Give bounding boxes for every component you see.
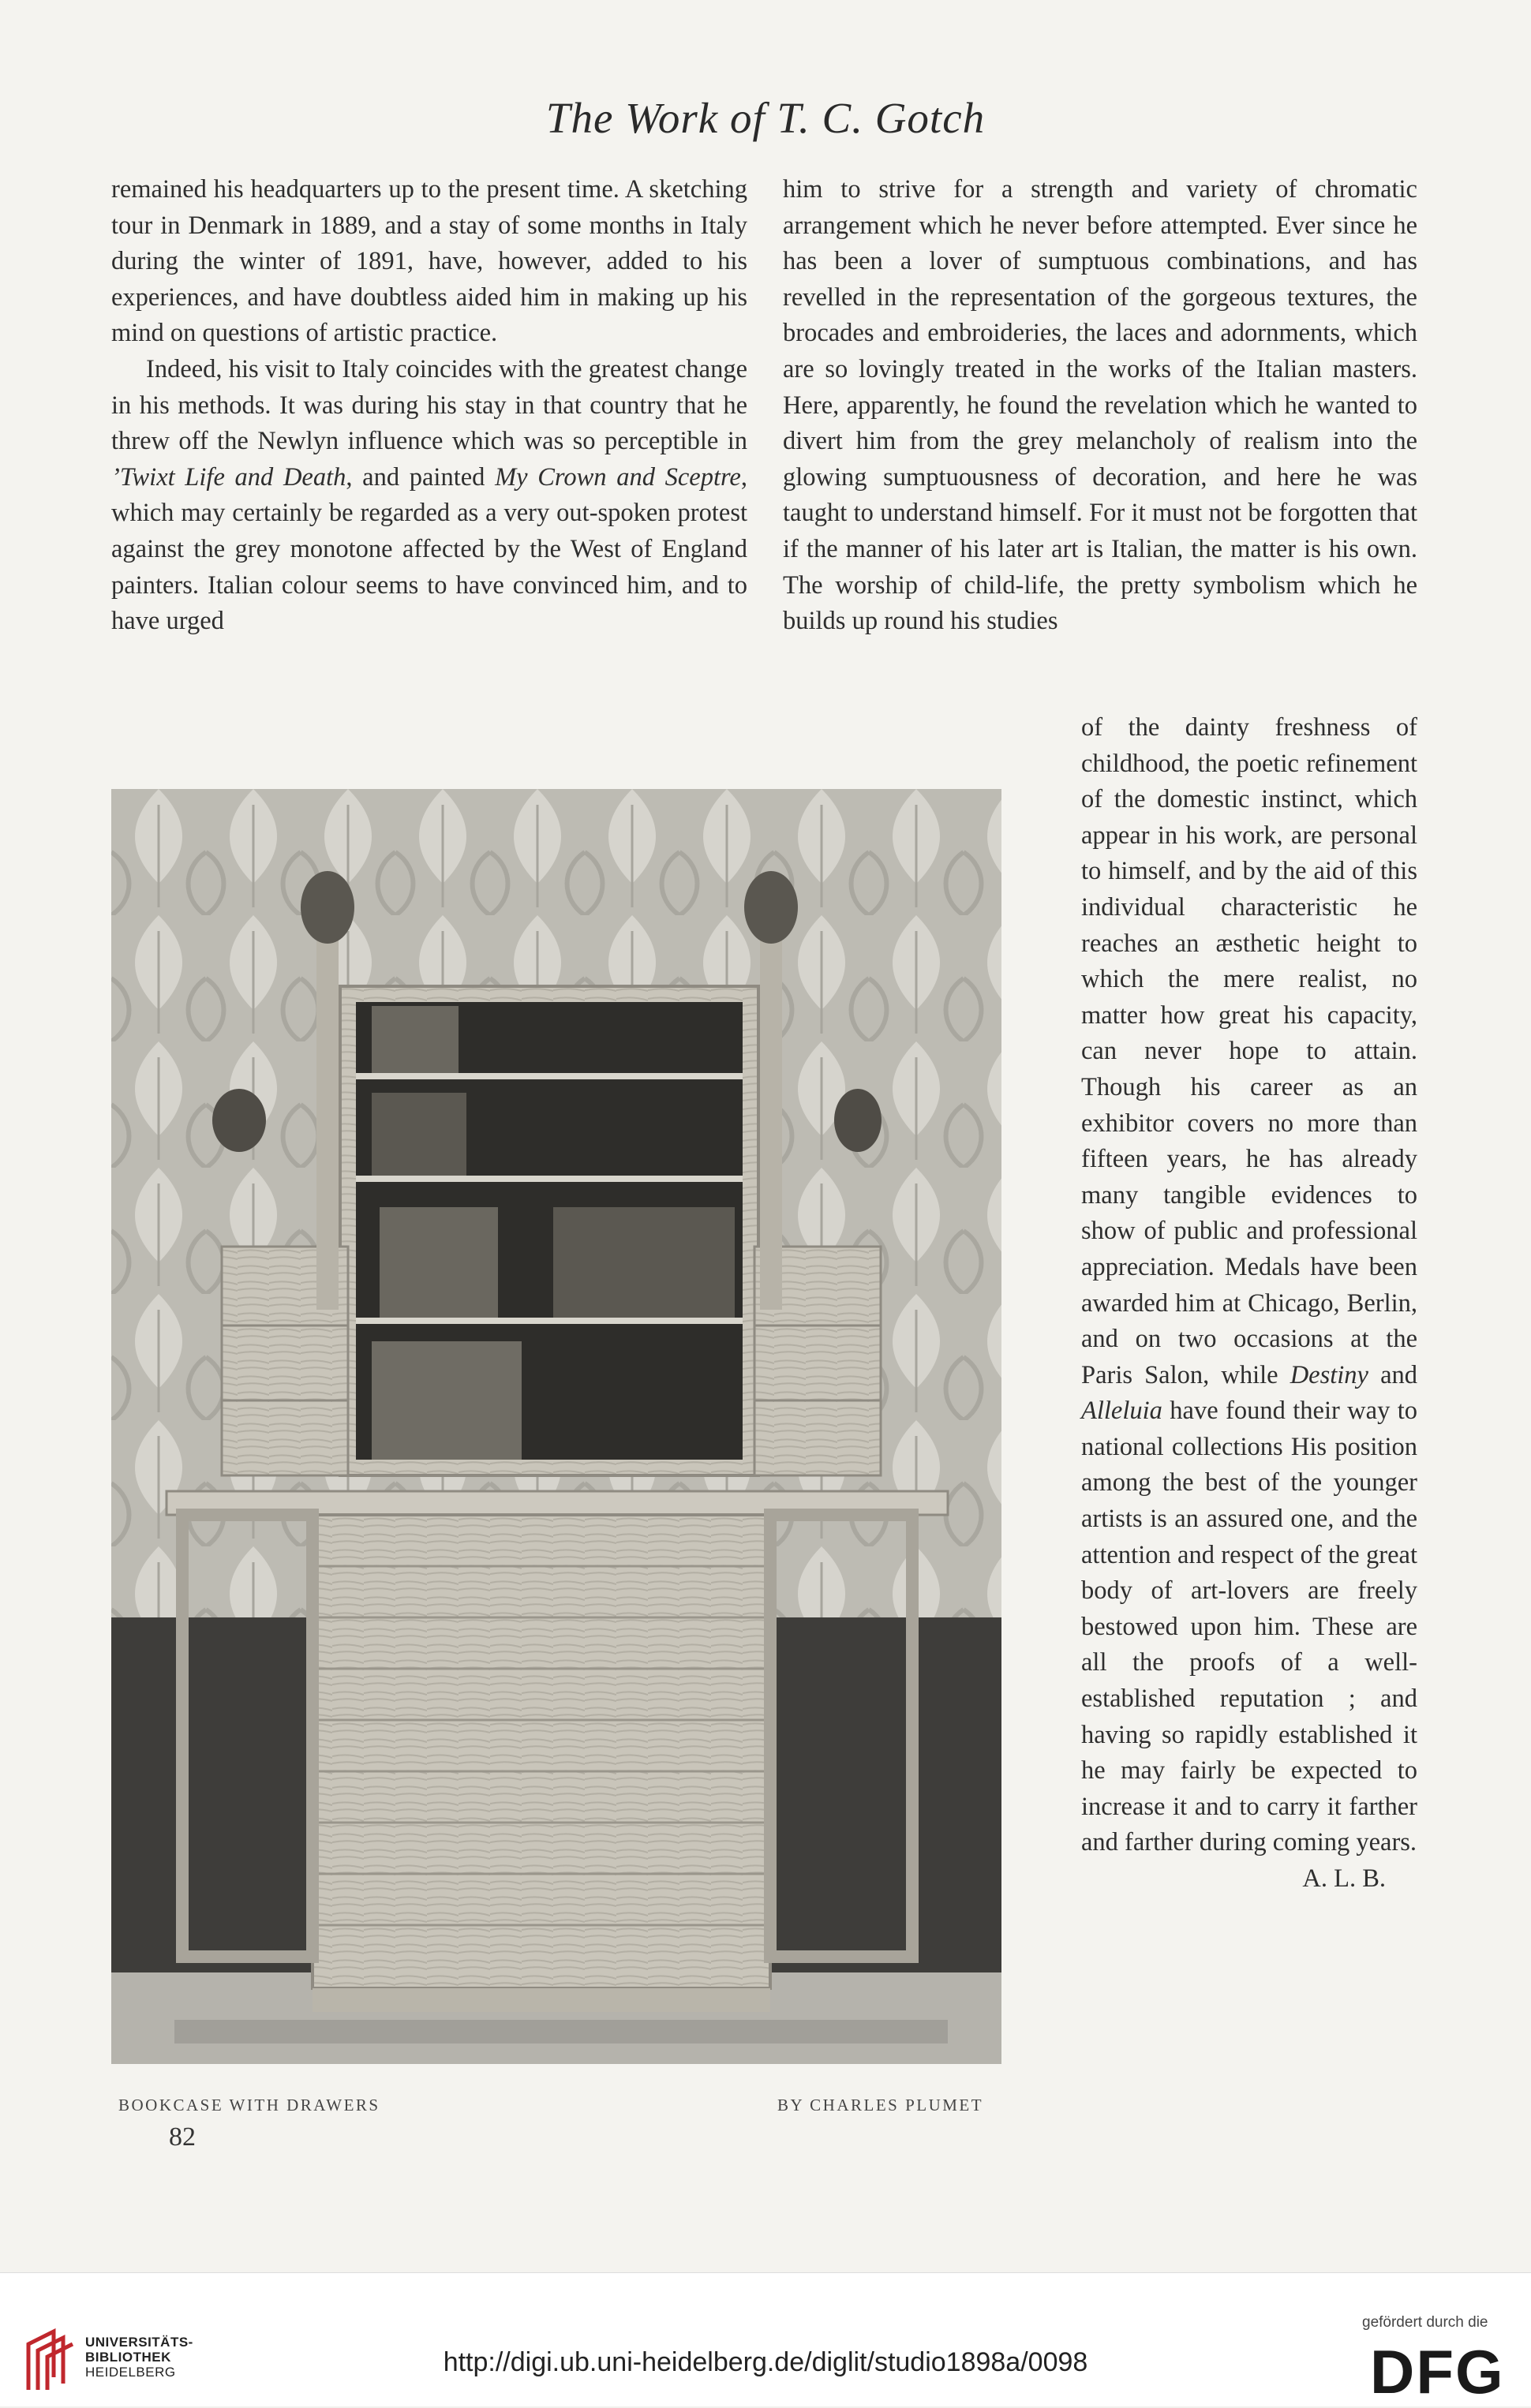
figure-credit: BY CHARLES PLUMET bbox=[777, 2096, 984, 2114]
left-text-column bbox=[111, 172, 747, 640]
paragraph-3-continued: of the dainty freshness of childhood, the poetic refinement of the domestic instinct, which appear in his work, are personal to himself, and by the aid of this individual characteristic he reaches an æsthetic height to which the mere realist, no matter how great his capacity, can never hope to attain. Though his career as an exhibitor covers no more than fifteen years, he has already many tangible evidences to show of public and professional appreciation. Medals have been awarded him at Chicago, Berlin, and on two occasions at the Paris Salon, while Destiny and Alleluia have found their way to national collections His position among the best of the younger artists is an assured one, and the attention and respect of the great body of art-lovers are freely bestowed upon him. These are all the proofs of a well-established reputation ; and having so rapidly established it he may fairly be expected to increase it and to carry it farther and farther during coming years. bbox=[1081, 713, 1417, 1857]
right-text-column-top bbox=[783, 172, 1417, 640]
bookcase-illustration bbox=[111, 789, 1001, 2064]
running-head: The Work of T. C. Gotch bbox=[545, 94, 986, 142]
painting-title: My Crown and Sceptre bbox=[495, 462, 741, 492]
library-name: UNIVERSITÄTS- BIBLIOTHEK HEIDELBERG bbox=[85, 2335, 193, 2380]
digitization-footer bbox=[0, 2272, 1531, 2406]
dfg-logo: DFG bbox=[1370, 2337, 1505, 2406]
painting-title: ’Twixt Life and Death bbox=[111, 462, 346, 492]
figure-caption: BOOKCASE WITH DRAWERS bbox=[118, 2096, 380, 2114]
right-text-column-side bbox=[1081, 710, 1417, 1898]
bookcase-photograph bbox=[111, 789, 1001, 2064]
painting-title: Alleluia bbox=[1081, 1397, 1162, 1426]
funded-by-label: gefördert durch die bbox=[1362, 2314, 1488, 2331]
paragraph-3: him to strive for a strength and variety of chromatic arrangement which he never before attempted. Ever since he has been a lover of sumptuous combinations, and has revelled in the representation of the gorgeous textures, the brocades and embroideries, the laces and adornments, which are so lovingly treated in the works of the Italian masters. Here, apparently, he found the revelation which he wanted to divert him from the grey melancholy of realism into the glowing sumptuousness of decoration, and here he was taught to understand himself. For it must not be forgotten that if the manner of his later art is Italian, the matter is his own. The worship of child-life, the pretty symbolism which he builds up round his studies bbox=[783, 175, 1417, 636]
paragraph-2: Indeed, his visit to Italy coincides with the greatest change in his methods. It was during his stay in that country that he threw off the Newlyn influence which was so perceptible in ’Twixt Life and Death, and painted My Crown and Sceptre, which may certainly be regarded as a very out-spoken protest against the grey monotone affected by the West of England painters. Italian colour seems to have convinced him, and to have urged bbox=[111, 354, 747, 636]
paragraph-1: remained his headquarters up to the present time. A sketching tour in Denmark in 1889, and a stay of some months in Italy during the winter of 1891, have, however, added to his experiences, and have doubtless aided him in making up his mind on questions of artistic practice. bbox=[111, 175, 747, 348]
permalink-url[interactable]: http://digi.ub.uni-heidelberg.de/diglit/studio1898a/0098 bbox=[443, 2347, 1088, 2377]
page-number: 82 bbox=[169, 2122, 196, 2152]
author-signature: A. L. B. bbox=[1302, 1864, 1386, 1893]
painting-title: Destiny bbox=[1290, 1360, 1368, 1389]
